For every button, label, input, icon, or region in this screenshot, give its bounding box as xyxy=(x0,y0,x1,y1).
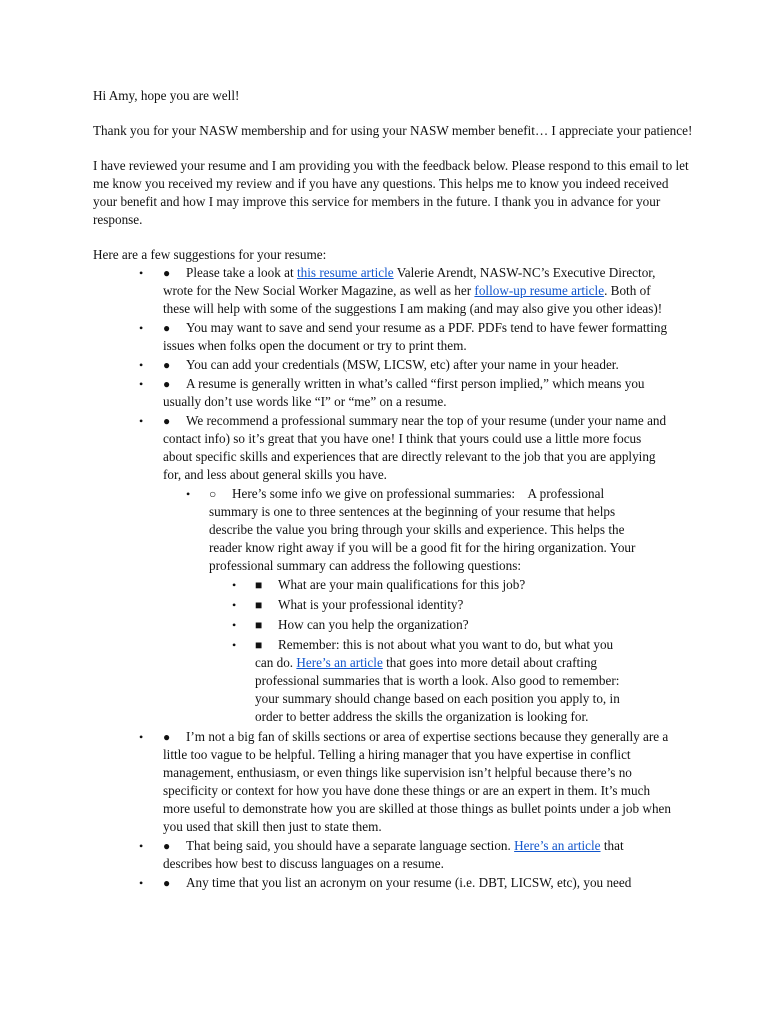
greeting: Hi Amy, hope you are well! xyxy=(93,88,240,103)
list-item xyxy=(93,728,693,836)
thanks-paragraph: Thank you for your NASW membership and for using your NASW member benefit… I appreciate your patience! xyxy=(93,123,693,138)
square-icon: ■ xyxy=(255,618,263,632)
bullet-icon: • xyxy=(139,730,144,744)
summary-article-link[interactable]: Here’s an article xyxy=(296,655,383,670)
filled-circle-icon: ● xyxy=(163,730,171,744)
item-text: A resume is generally written in what’s called “first person implied,” which means you usually don’t use words like “I” or “me” on a resume. xyxy=(163,376,645,409)
bullet-icon: • xyxy=(139,876,144,890)
item-text: Remember: this is not about what you want to do, but what you can do. xyxy=(255,637,614,670)
item-text: How can you help the organization? xyxy=(278,617,469,632)
list-item xyxy=(163,485,673,726)
item-text: Valerie Arendt, NASW-NC’s Executive Director, wrote for the New Social Worker Magazine, as well as her xyxy=(163,265,656,298)
list-item xyxy=(93,264,693,318)
questions-sublist xyxy=(209,576,653,726)
bullet-icon: • xyxy=(139,839,144,853)
filled-circle-icon: ● xyxy=(163,414,171,428)
hollow-circle-icon: ○ xyxy=(209,487,217,501)
bullet-icon: • xyxy=(139,321,144,335)
item-text: . Both of these will help with some of the suggestions I am making (and may also give you other ideas)! xyxy=(163,283,663,316)
item-text: that describes how best to discuss languages on a resume. xyxy=(163,838,624,871)
bullet-icon: • xyxy=(139,358,144,372)
item-text: Here’s some info we give on professional summaries: A professional summary is one to three sentences at the beginning of your resume that helps describe the value you bring through your skills and experience. This helps the reader know right away if you will be a good fit for the hiring organization. Your professional summary can address the following questions: xyxy=(209,486,636,573)
bullet-icon: • xyxy=(139,414,144,428)
list-item xyxy=(93,356,693,374)
square-icon: ■ xyxy=(255,578,263,592)
list-item xyxy=(209,576,653,594)
item-text: I’m not a big fan of skills sections or area of expertise sections because they generally are a little too vague to be helpful. Telling a hiring manager that you have expertise in conflict management, enthusiasm, or even things like supervision isn’t helpful because there’s no specificity or context for how you have done these things or are an expert in them. It’s much more useful to demonstrate how you are skilled at those things as bullet points under a job when you used that skill then just to state them. xyxy=(163,729,671,834)
list-item xyxy=(93,837,693,873)
list-item xyxy=(93,319,693,355)
filled-circle-icon: ● xyxy=(163,358,171,372)
square-icon: ■ xyxy=(255,598,263,612)
suggestions-list xyxy=(93,264,693,892)
item-text: Please take a look at xyxy=(186,265,297,280)
language-article-link[interactable]: Here’s an article xyxy=(514,838,601,853)
list-item xyxy=(93,412,693,726)
bullet-icon: • xyxy=(232,618,237,632)
suggestions-intro: Here are a few suggestions for your resume: xyxy=(93,247,327,262)
item-text: That being said, you should have a separate language section. xyxy=(186,838,515,853)
filled-circle-icon: ● xyxy=(163,839,171,853)
item-text: You may want to save and send your resume as a PDF. PDFs tend to have fewer formatting issues when folks open the document or try to print them. xyxy=(163,320,668,353)
square-icon: ■ xyxy=(255,638,263,652)
list-item xyxy=(209,616,653,634)
bullet-icon: • xyxy=(232,638,237,652)
filled-circle-icon: ● xyxy=(163,377,171,391)
summary-sublist xyxy=(163,485,673,726)
filled-circle-icon: ● xyxy=(163,266,171,280)
item-text: Any time that you list an acronym on your resume (i.e. DBT, LICSW, etc), you need xyxy=(186,875,632,890)
list-item xyxy=(209,596,653,614)
bullet-icon: • xyxy=(139,377,144,391)
filled-circle-icon: ● xyxy=(163,876,171,890)
follow-up-article-link[interactable]: follow-up resume article xyxy=(474,283,605,298)
item-text: We recommend a professional summary near the top of your resume (under your name and contact info) so it’s great that you have one! I think that yours could use a little more focus about specific skills and experiences that are directly relevant to the job that you are applying for, and less about general skills you have. xyxy=(163,413,667,482)
bullet-icon: • xyxy=(232,598,237,612)
review-intro-paragraph: I have reviewed your resume and I am providing you with the feedback below. Please respond to this email to let me know you received my review and if you have any questions. This helps me to know you indeed received your benefit and how I may improve this service for members in the future. I thank you in advance for your response. xyxy=(93,158,689,227)
email-body xyxy=(93,87,693,893)
item-text: You can add your credentials (MSW, LICSW, etc) after your name in your header. xyxy=(186,357,619,372)
resume-article-link[interactable]: this resume article xyxy=(296,265,394,280)
bullet-icon: • xyxy=(232,578,237,592)
list-item xyxy=(93,375,693,411)
item-text: What is your professional identity? xyxy=(278,597,464,612)
item-text: that goes into more detail about crafting professional summaries that is worth a look. Also good to remember: your summary should change based on each position you apply to, in order to better address the skills the organization is looking for. xyxy=(255,655,620,724)
bullet-icon: • xyxy=(139,266,144,280)
item-text: What are your main qualifications for this job? xyxy=(278,577,526,592)
filled-circle-icon: ● xyxy=(163,321,171,335)
list-item xyxy=(93,874,693,892)
list-item xyxy=(209,636,653,726)
bullet-icon: • xyxy=(186,487,191,501)
